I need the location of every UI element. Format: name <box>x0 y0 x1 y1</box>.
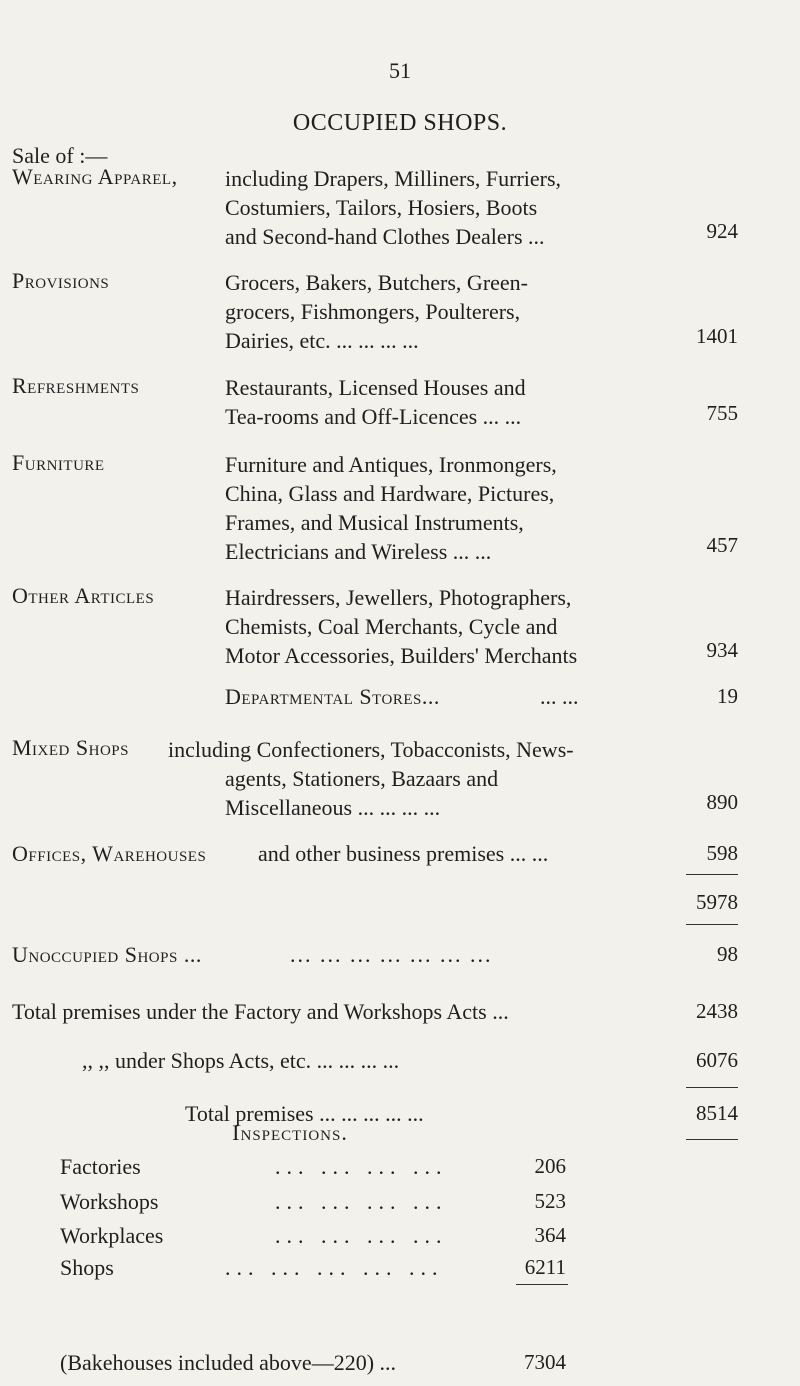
inspection-row-value: 6211 <box>524 1255 566 1279</box>
unoccupied-shops-label: Unoccupied Shops ... <box>12 942 202 967</box>
inspection-row-value: 206 <box>534 1154 566 1178</box>
category-refreshments: Refreshments <box>12 373 140 398</box>
inspection-row-dots: ... ... ... ... <box>275 1223 448 1248</box>
inspection-row-value: 523 <box>534 1189 566 1213</box>
page-title: OCCUPIED SHOPS. <box>292 110 508 136</box>
total-factory-value: 2438 <box>696 999 738 1023</box>
category-furniture: Furniture <box>12 450 105 475</box>
total-premises-value: 8514 <box>696 1101 738 1125</box>
inspection-row-label: Shops <box>60 1255 114 1280</box>
inspection-row-value: 364 <box>534 1223 566 1247</box>
unoccupied-shops-dots: ... ... ... ... ... ... ... <box>290 942 493 967</box>
description-line: Hairdressers, Jewellers, Photographers, <box>225 585 572 610</box>
description-line: Furniture and Antiques, Ironmongers, <box>225 452 557 477</box>
category-other-articles-description <box>225 583 665 670</box>
departmental-stores-value: 19 <box>717 684 738 708</box>
category-provisions: Provisions <box>12 268 110 293</box>
description-line: Chemists, Coal Merchants, Cycle and <box>225 614 558 639</box>
description-line: including Confectioners, Tobacconists, News- <box>168 737 574 762</box>
offices-rest: and other business premises ... ... <box>258 841 549 866</box>
inspection-row-label: Workplaces <box>60 1223 164 1248</box>
category-furniture-value: 457 <box>706 533 738 557</box>
description-line: Motor Accessories, Builders' Merchants <box>225 643 578 668</box>
category-wearing-apparel: Wearing Apparel, <box>12 164 178 189</box>
departmental-stores-label: Departmental Stores... <box>225 684 440 709</box>
category-other-articles-value: 934 <box>706 638 738 662</box>
category-wearing-apparel-value: 924 <box>706 219 738 243</box>
category-refreshments-value: 755 <box>706 401 738 425</box>
inspections-title: Inspections. <box>232 1120 348 1145</box>
inspection-row-dots: ... ... ... ... <box>275 1189 448 1214</box>
inspections-total-rule <box>516 1284 568 1285</box>
description-line: Costumiers, Tailors, Hosiers, Boots <box>225 195 538 220</box>
inspection-row-label: Workshops <box>60 1189 159 1214</box>
total-shops-label: ,, ,, under Shops Acts, etc. ... ... ... ... <box>82 1048 400 1073</box>
total-premises-rule <box>686 1087 738 1088</box>
total-premises-label: Total premises ... ... ... ... ... <box>185 1101 424 1126</box>
mixed-shops-description <box>168 735 688 822</box>
category-other-articles: Other Articles <box>12 583 155 608</box>
category-provisions-description <box>225 268 645 355</box>
mixed-shops-label: Mixed Shops <box>12 735 129 760</box>
description-line: Grocers, Bakers, Butchers, Green- <box>225 270 528 295</box>
offices-label: Offices, Warehouses <box>12 841 207 866</box>
subtotal-rule-bottom <box>686 924 738 925</box>
inspection-row-dots: ... ... ... ... <box>275 1154 448 1179</box>
unoccupied-shops-value: 98 <box>717 942 738 966</box>
description-line: Dairies, etc. ... ... ... ... <box>225 328 419 353</box>
total-premises-rule-bottom <box>686 1139 738 1140</box>
category-furniture-description <box>225 450 645 566</box>
subtotal-rule <box>686 874 738 875</box>
description-line: Restaurants, Licensed Houses and <box>225 375 526 400</box>
description-line: and Second-hand Clothes Dealers ... <box>225 224 545 249</box>
category-wearing-apparel-description <box>225 164 645 251</box>
description-line: Miscellaneous ... ... ... ... <box>225 795 441 820</box>
page-number: 51 <box>389 58 411 83</box>
departmental-stores-dots: ... ... <box>540 684 579 709</box>
description-line: including Drapers, Milliners, Furriers, <box>225 166 562 191</box>
description-line: Electricians and Wireless ... ... <box>225 539 492 564</box>
category-provisions-value: 1401 <box>696 324 738 348</box>
subtotal-value: 5978 <box>696 890 738 914</box>
total-shops-value: 6076 <box>696 1048 738 1072</box>
description-line: Tea-rooms and Off-Licences ... ... <box>225 404 522 429</box>
description-line: agents, Stationers, Bazaars and <box>225 766 499 791</box>
bakehouses-label: (Bakehouses included above—220) ... <box>60 1350 397 1375</box>
inspection-row-label: Factories <box>60 1154 141 1179</box>
description-line: grocers, Fishmongers, Poulterers, <box>225 299 521 324</box>
sale-of-label: Sale of :— <box>12 143 108 168</box>
description-line: China, Glass and Hardware, Pictures, <box>225 481 555 506</box>
mixed-shops-value: 890 <box>706 790 738 814</box>
bakehouses-value: 7304 <box>524 1350 566 1374</box>
offices-value: 598 <box>706 841 738 865</box>
inspection-row-dots: ... ... ... ... ... <box>225 1255 444 1280</box>
category-refreshments-description <box>225 373 645 431</box>
description-line: Frames, and Musical Instruments, <box>225 510 524 535</box>
total-factory-label: Total premises under the Factory and Workshops Acts ... <box>12 999 509 1024</box>
